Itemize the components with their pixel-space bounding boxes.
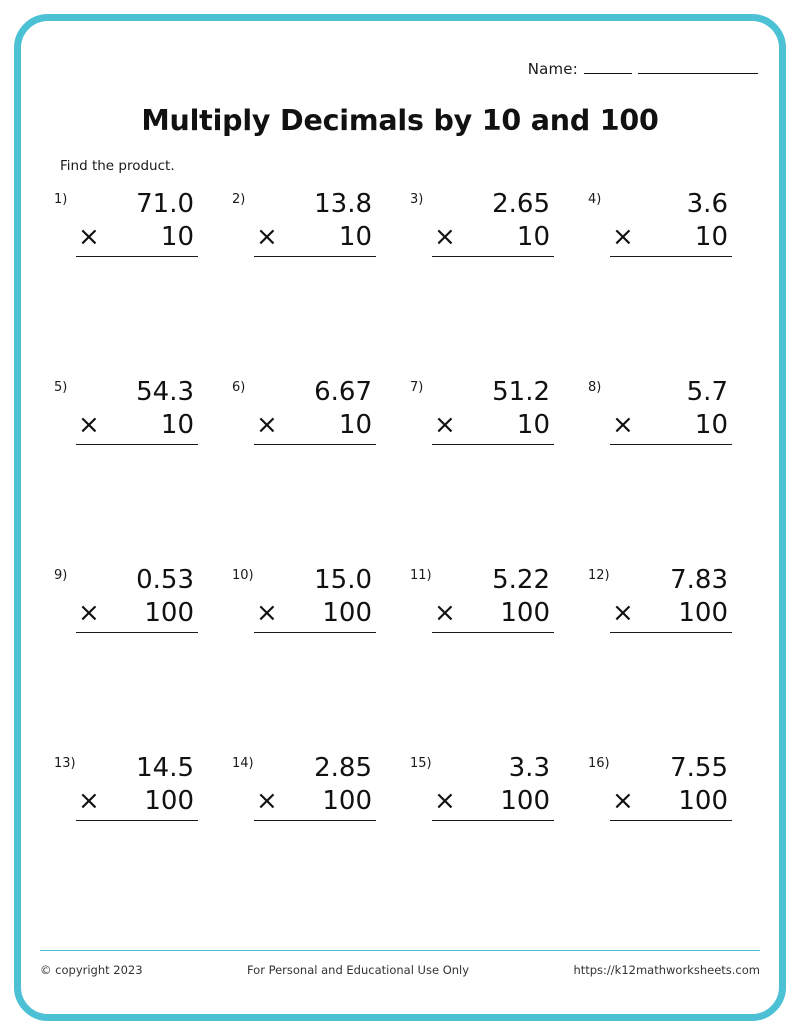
problem-body — [76, 564, 198, 633]
problem-number: 7) — [410, 380, 424, 395]
problem-item — [580, 558, 758, 746]
operator-row — [254, 785, 376, 818]
multiplier: 100 — [678, 597, 728, 628]
problem-item — [580, 746, 758, 934]
answer-rule[interactable] — [432, 256, 554, 257]
problem-number: 10) — [232, 568, 254, 583]
problem-body — [76, 752, 198, 821]
multiply-icon: × — [434, 409, 456, 440]
operator-row — [610, 221, 732, 254]
source-url[interactable]: https://k12mathworksheets.com — [573, 963, 760, 977]
multiplicand: 71.0 — [136, 189, 194, 219]
problem-body — [610, 564, 732, 633]
answer-rule[interactable] — [610, 632, 732, 633]
answer-rule[interactable] — [254, 632, 376, 633]
operator-row — [432, 785, 554, 818]
operator-row — [610, 597, 732, 630]
answer-rule[interactable] — [76, 444, 198, 445]
answer-rule[interactable] — [432, 820, 554, 821]
answer-rule[interactable] — [610, 444, 732, 445]
multiplier: 100 — [144, 597, 194, 628]
multiplier: 10 — [694, 409, 728, 440]
multiplier: 10 — [338, 409, 372, 440]
problem-item — [46, 746, 224, 934]
operator-row — [432, 409, 554, 442]
operator-row — [76, 597, 198, 630]
problem-number: 15) — [410, 756, 432, 771]
problem-body — [254, 564, 376, 633]
multiplicand: 15.0 — [314, 565, 372, 595]
usage-text: For Personal and Educational Use Only — [246, 963, 470, 977]
answer-rule[interactable] — [610, 256, 732, 257]
problem-item — [402, 370, 580, 558]
problem-number: 12) — [588, 568, 610, 583]
answer-rule[interactable] — [254, 820, 376, 821]
operator-row — [76, 785, 198, 818]
multiplicand: 51.2 — [492, 377, 550, 407]
multiplicand: 5.22 — [492, 565, 550, 595]
multiplicand: 5.7 — [686, 377, 728, 407]
problem-item — [224, 558, 402, 746]
multiplicand: 14.5 — [136, 753, 194, 783]
answer-rule[interactable] — [432, 632, 554, 633]
name-blank-long[interactable] — [638, 60, 758, 74]
multiply-icon: × — [612, 409, 634, 440]
multiply-icon: × — [256, 785, 278, 816]
multiplicand: 6.67 — [314, 377, 372, 407]
multiplicand: 7.83 — [670, 565, 728, 595]
multiply-icon: × — [78, 221, 100, 252]
answer-rule[interactable] — [76, 632, 198, 633]
worksheet-sheet — [36, 36, 764, 999]
problem-item — [224, 746, 402, 934]
instruction-text: Find the product. — [60, 158, 175, 174]
problem-item — [46, 558, 224, 746]
operator-row — [432, 597, 554, 630]
multiplier: 100 — [500, 785, 550, 816]
problem-item — [580, 182, 758, 370]
problem-body — [432, 564, 554, 633]
problem-item — [46, 182, 224, 370]
problem-item — [580, 370, 758, 558]
problem-item — [402, 182, 580, 370]
problem-item — [224, 182, 402, 370]
multiplier: 10 — [516, 221, 550, 252]
operator-row — [432, 221, 554, 254]
problem-body — [610, 752, 732, 821]
answer-rule[interactable] — [610, 820, 732, 821]
multiply-icon: × — [612, 597, 634, 628]
operator-row — [254, 409, 376, 442]
multiply-icon: × — [256, 409, 278, 440]
problem-number: 13) — [54, 756, 76, 771]
problem-body — [76, 376, 198, 445]
multiply-icon: × — [612, 221, 634, 252]
multiply-icon: × — [434, 221, 456, 252]
multiplicand: 7.55 — [670, 753, 728, 783]
copyright-text: © copyright 2023 — [40, 963, 143, 977]
answer-rule[interactable] — [76, 256, 198, 257]
problem-body — [254, 752, 376, 821]
problem-body — [432, 752, 554, 821]
problem-body — [254, 188, 376, 257]
problem-number: 2) — [232, 192, 246, 207]
multiply-icon: × — [612, 785, 634, 816]
problem-body — [76, 188, 198, 257]
multiplicand: 2.65 — [492, 189, 550, 219]
operator-row — [76, 409, 198, 442]
multiplier: 100 — [144, 785, 194, 816]
multiplier: 100 — [500, 597, 550, 628]
problem-number: 3) — [410, 192, 424, 207]
problem-body — [610, 188, 732, 257]
problem-number: 1) — [54, 192, 68, 207]
operator-row — [254, 597, 376, 630]
answer-rule[interactable] — [432, 444, 554, 445]
multiply-icon: × — [256, 221, 278, 252]
problem-body — [432, 188, 554, 257]
problem-number: 8) — [588, 380, 602, 395]
problem-body — [432, 376, 554, 445]
page-title: Multiply Decimals by 10 and 100 — [141, 104, 659, 137]
multiplier: 10 — [160, 409, 194, 440]
problem-number: 6) — [232, 380, 246, 395]
multiplier: 10 — [160, 221, 194, 252]
multiply-icon: × — [434, 785, 456, 816]
multiplier: 100 — [322, 597, 372, 628]
name-blank-short[interactable] — [584, 60, 632, 74]
operator-row — [76, 221, 198, 254]
problem-item — [224, 370, 402, 558]
problem-item — [402, 746, 580, 934]
problem-item — [402, 558, 580, 746]
footer — [40, 963, 760, 977]
multiply-icon: × — [78, 597, 100, 628]
problem-number: 4) — [588, 192, 602, 207]
multiply-icon: × — [256, 597, 278, 628]
problem-item — [46, 370, 224, 558]
multiplicand: 2.85 — [314, 753, 372, 783]
footer-divider — [40, 950, 760, 951]
multiplier: 100 — [322, 785, 372, 816]
multiply-icon: × — [434, 597, 456, 628]
problem-number: 9) — [54, 568, 68, 583]
multiplier: 10 — [338, 221, 372, 252]
problem-number: 16) — [588, 756, 610, 771]
problem-number: 11) — [410, 568, 432, 583]
answer-rule[interactable] — [76, 820, 198, 821]
problem-grid — [46, 182, 758, 934]
answer-rule[interactable] — [254, 256, 376, 257]
multiplier: 100 — [678, 785, 728, 816]
multiplicand: 13.8 — [314, 189, 372, 219]
problem-body — [610, 376, 732, 445]
name-label: Name: — [527, 60, 578, 78]
problem-number: 5) — [54, 380, 68, 395]
answer-rule[interactable] — [254, 444, 376, 445]
problem-number: 14) — [232, 756, 254, 771]
multiplier: 10 — [694, 221, 728, 252]
multiplicand: 0.53 — [136, 565, 194, 595]
operator-row — [610, 785, 732, 818]
operator-row — [610, 409, 732, 442]
multiplier: 10 — [516, 409, 550, 440]
multiply-icon: × — [78, 409, 100, 440]
name-field-row — [528, 60, 758, 78]
multiplicand: 3.3 — [508, 753, 550, 783]
operator-row — [254, 221, 376, 254]
multiplicand: 3.6 — [686, 189, 728, 219]
multiplicand: 54.3 — [136, 377, 194, 407]
multiply-icon: × — [78, 785, 100, 816]
problem-body — [254, 376, 376, 445]
